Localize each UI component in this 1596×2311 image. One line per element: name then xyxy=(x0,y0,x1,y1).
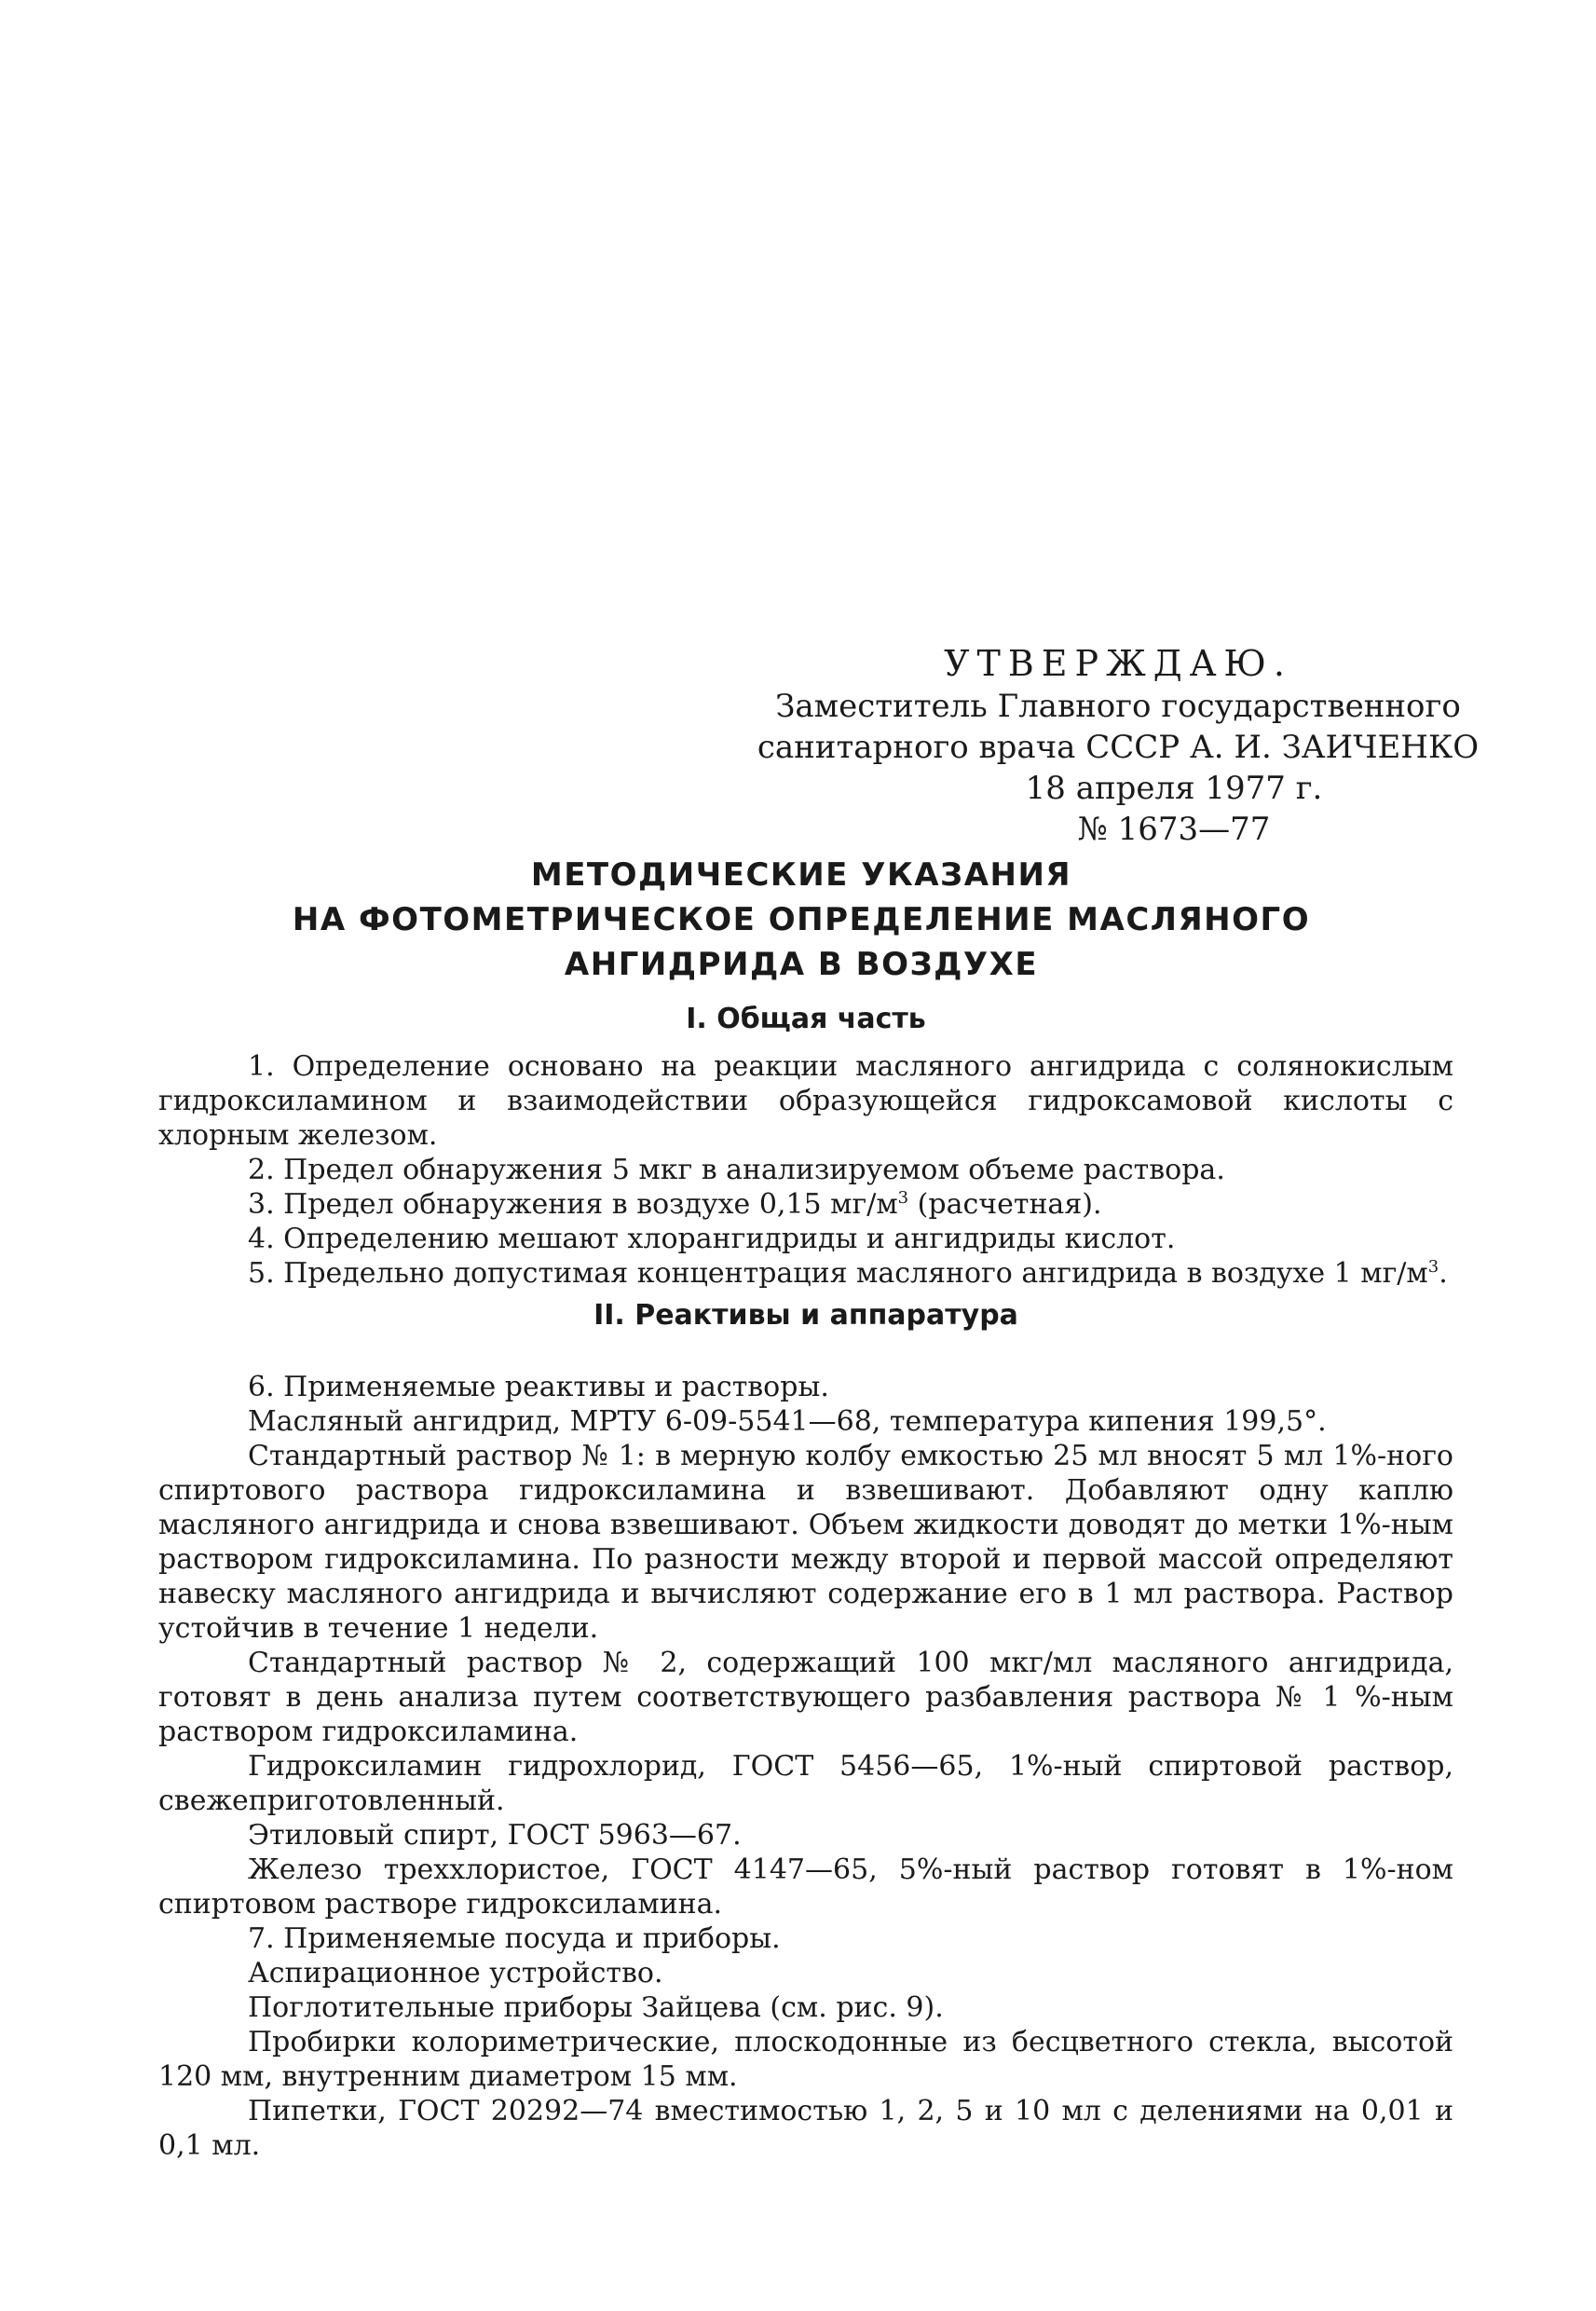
paragraph-17: Пипетки, ГОСТ 20292—74 вместимостью 1, 2, 5 и 10 мл с делениями на 0,01 и 0,1 мл. xyxy=(158,2095,1453,2162)
paragraph-10: Гидроксиламин гидрохлорид, ГОСТ 5456—65, 1%-ный спиртовой раствор, свежеприготовленный. xyxy=(158,1750,1453,1817)
paragraph-5 xyxy=(158,1256,1453,1291)
paragraph-2: 2. Предел обнаружения 5 мкг в анализируемом объеме раствора. xyxy=(248,1154,1225,1186)
section-heading-reagents: II. Реактивы и аппаратура xyxy=(593,1299,1018,1332)
document-title xyxy=(224,853,1379,987)
approval-line-2: санитарного врача СССР А. И. ЗАИЧЕНКО xyxy=(757,729,1480,766)
approval-line-1: Заместитель Главного государственного xyxy=(775,688,1461,725)
paragraph-3-sup: 3 xyxy=(897,1188,909,1208)
paragraph-8: Стандартный раствор № 1: в мерную колбу емкостью 25 мл вносят 5 мл 1%-ного спиртового раствора гидроксиламина и взвешивают. Добавляют одну каплю масляного ангидрида и снова взвешивают. Объем жидкости доводят до метки 1%-ным раствором гидроксиламина. По разности между второй и первой массой определяют навеску масляного ангидрида и вычисляют содержание его в 1 мл раствора. Раствор устойчив в течение 1 недели. xyxy=(158,1440,1453,1645)
paragraph-5-tail: . xyxy=(1439,1257,1448,1290)
section-heading-general: I. Общая часть xyxy=(686,1003,926,1035)
paragraph-3 xyxy=(158,1187,1453,1222)
paragraph-14: Аспирационное устройство. xyxy=(248,1957,663,1990)
paragraph-7: Масляный ангидрид, МРТУ 6-09-5541—68, температура кипения 199,5°. xyxy=(248,1405,1327,1438)
paragraph-13: 7. Применяемые посуда и приборы. xyxy=(248,1922,781,1955)
approval-heading: УТВЕРЖДАЮ. xyxy=(944,643,1292,684)
title-line-3: АНГИДРИДА В ВОЗДУХЕ xyxy=(564,946,1039,983)
paragraph-16: Пробирки колориметрические, плоскодонные из бесцветного стекла, высотой 120 мм, внутренним диаметром 15 мм. xyxy=(158,2026,1453,2093)
paragraph-6: 6. Применяемые реактивы и растворы. xyxy=(248,1371,829,1403)
document-body xyxy=(158,1002,1453,2163)
title-line-1: МЕТОДИЧЕСКИЕ УКАЗАНИЯ xyxy=(530,856,1072,894)
paragraph-11: Этиловый спирт, ГОСТ 5963—67. xyxy=(248,1819,742,1852)
paragraph-5-text: 5. Предельно допустимая концентрация масляного ангидрида в воздухе 1 мг/м xyxy=(248,1257,1428,1290)
paragraph-3-tail: (расчетная). xyxy=(908,1188,1102,1221)
paragraph-9: Стандартный раствор № 2, содержащий 100 мкг/мл масляного ангидрида, готовят в день анализа путем соответствующего разбавления раствора № 1 %-ным раствором гидроксиламина. xyxy=(158,1647,1453,1748)
paragraph-5-sup: 3 xyxy=(1427,1257,1439,1277)
title-line-2: НА ФОТОМЕТРИЧЕСКОЕ ОПРЕДЕЛЕНИЕ МАСЛЯНОГО xyxy=(292,901,1311,938)
approval-number: № 1673—77 xyxy=(1077,811,1271,848)
paragraph-12: Железо треххлористое, ГОСТ 4147—65, 5%-ный раствор готовят в 1%-ном спиртовом растворе гидроксиламина. xyxy=(158,1853,1453,1921)
paragraph-1: 1. Определение основано на реакции масляного ангидрида с солянокислым гидроксиламином и взаимодействии образующейся гидроксамовой кислоты с хлорным железом. xyxy=(158,1050,1453,1152)
paragraph-15: Поглотительные приборы Зайцева (см. рис. 9). xyxy=(248,1991,944,2024)
approval-date: 18 апреля 1977 г. xyxy=(1025,770,1323,807)
paragraph-3-text: 3. Предел обнаружения в воздухе 0,15 мг/м xyxy=(248,1188,898,1221)
paragraph-4: 4. Определению мешают хлорангидриды и ангидриды кислот. xyxy=(248,1223,1176,1255)
approval-block xyxy=(708,643,1528,850)
